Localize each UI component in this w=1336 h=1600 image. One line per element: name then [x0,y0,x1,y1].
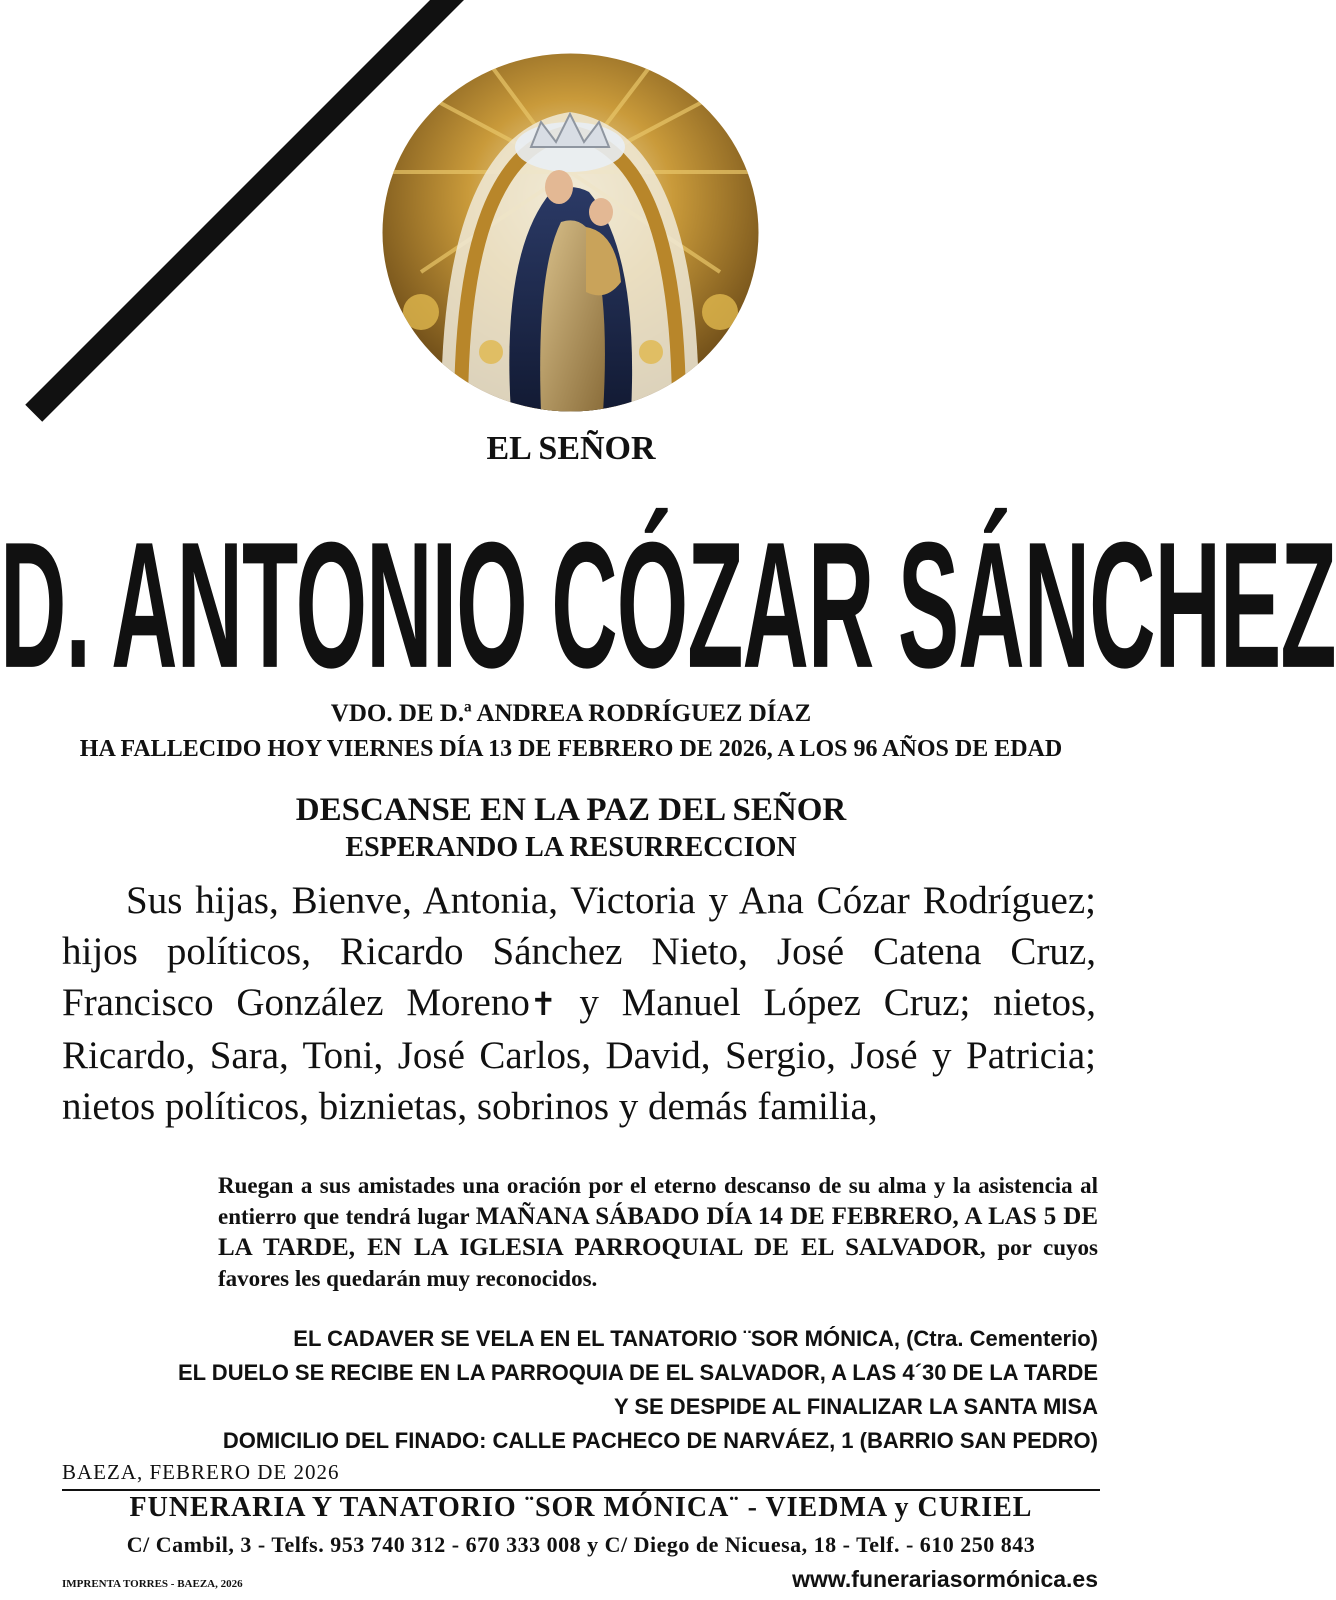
deceased-name: D. ANTONIO CÓZAR SÁNCHEZ [0,506,1336,706]
family-text-part1: Sus hijas, Bienve, Antonia, Victoria y Ana Cózar Rodríguez; hijos políticos, Ricardo Sánchez Nieto, José Catena Cruz, Francisco González Moreno [62,879,1096,1024]
request-text-part1: Ruegan a sus amistades una oración por el eterno descanso de su alma y la asistencia al entierro que tendrá lugar [218,1173,1098,1229]
prayer-line-1: DESCANSE EN LA PAZ DEL SEÑOR [295,792,847,828]
residence-line: DOMICILIO DEL FINADO: CALLE PACHECO DE NARVÁEZ, 1 (BARRIO SAN PEDRO) [222,1428,1098,1453]
website-link[interactable]: www.funerariasormónica.es [792,1566,1098,1592]
family-text-part2: y Manuel López Cruz; nietos, Ricardo, Sara, Toni, José Carlos, David, Sergio, José y Patricia; nietos políticos, biznietas, sobrinos y demás familia, [62,981,1096,1128]
request-text-part2: , por cuyos favores les quedarán muy reconocidos. [218,1235,1098,1291]
footer-divider [62,1489,1100,1491]
cross-icon: ✝ [529,985,557,1023]
place-date: BAEZA, FEBRERO DE 2026 [62,1460,340,1484]
mourning-line: EL DUELO SE RECIBE EN LA PARROQUIA DE EL SALVADOR, A LAS 4´30 DE LA TARDE [177,1360,1098,1385]
request-paragraph [218,1170,1098,1294]
title-prefix: EL SEÑOR [486,430,656,467]
farewell-line: Y SE DESPIDE AL FINALIZAR LA SANTA MISA [613,1394,1098,1419]
burial-details: MAÑANA SÁBADO DÍA 14 DE FEBRERO, A LAS 5 DE LA TARDE, EN LA IGLESIA PARROQUIAL DE EL SALVADOR [218,1203,1098,1261]
printer-credit: IMPRENTA TORRES - BAEZA, 2026 [62,1578,243,1590]
vigil-line: EL CADAVER SE VELA EN EL TANATORIO ¨SOR MÓNICA, (Ctra. Cementerio) [293,1326,1098,1351]
prayer-line-2: ESPERANDO LA RESURRECCION [345,832,797,863]
funeral-home-name: FUNERARIA Y TANATORIO ¨SOR MÓNICA¨ - VIEDMA y CURIEL [129,1492,1033,1523]
death-announcement: HA FALLECIDO HOY VIERNES DÍA 13 DE FEBRERO DE 2026, A LOS 96 AÑOS DE EDAD [79,736,1063,762]
widower-line: VDO. DE D.ª ANDREA RODRÍGUEZ DÍAZ [330,700,812,727]
service-details [178,1322,1098,1458]
funeral-home-address: C/ Cambil, 3 - Telfs. 953 740 312 - 670 333 008 y C/ Diego de Nicuesa, 18 - Telf. - 610 250 843 [126,1532,1036,1557]
virgin-medallion-image [381,52,760,413]
family-paragraph [62,875,1096,1132]
